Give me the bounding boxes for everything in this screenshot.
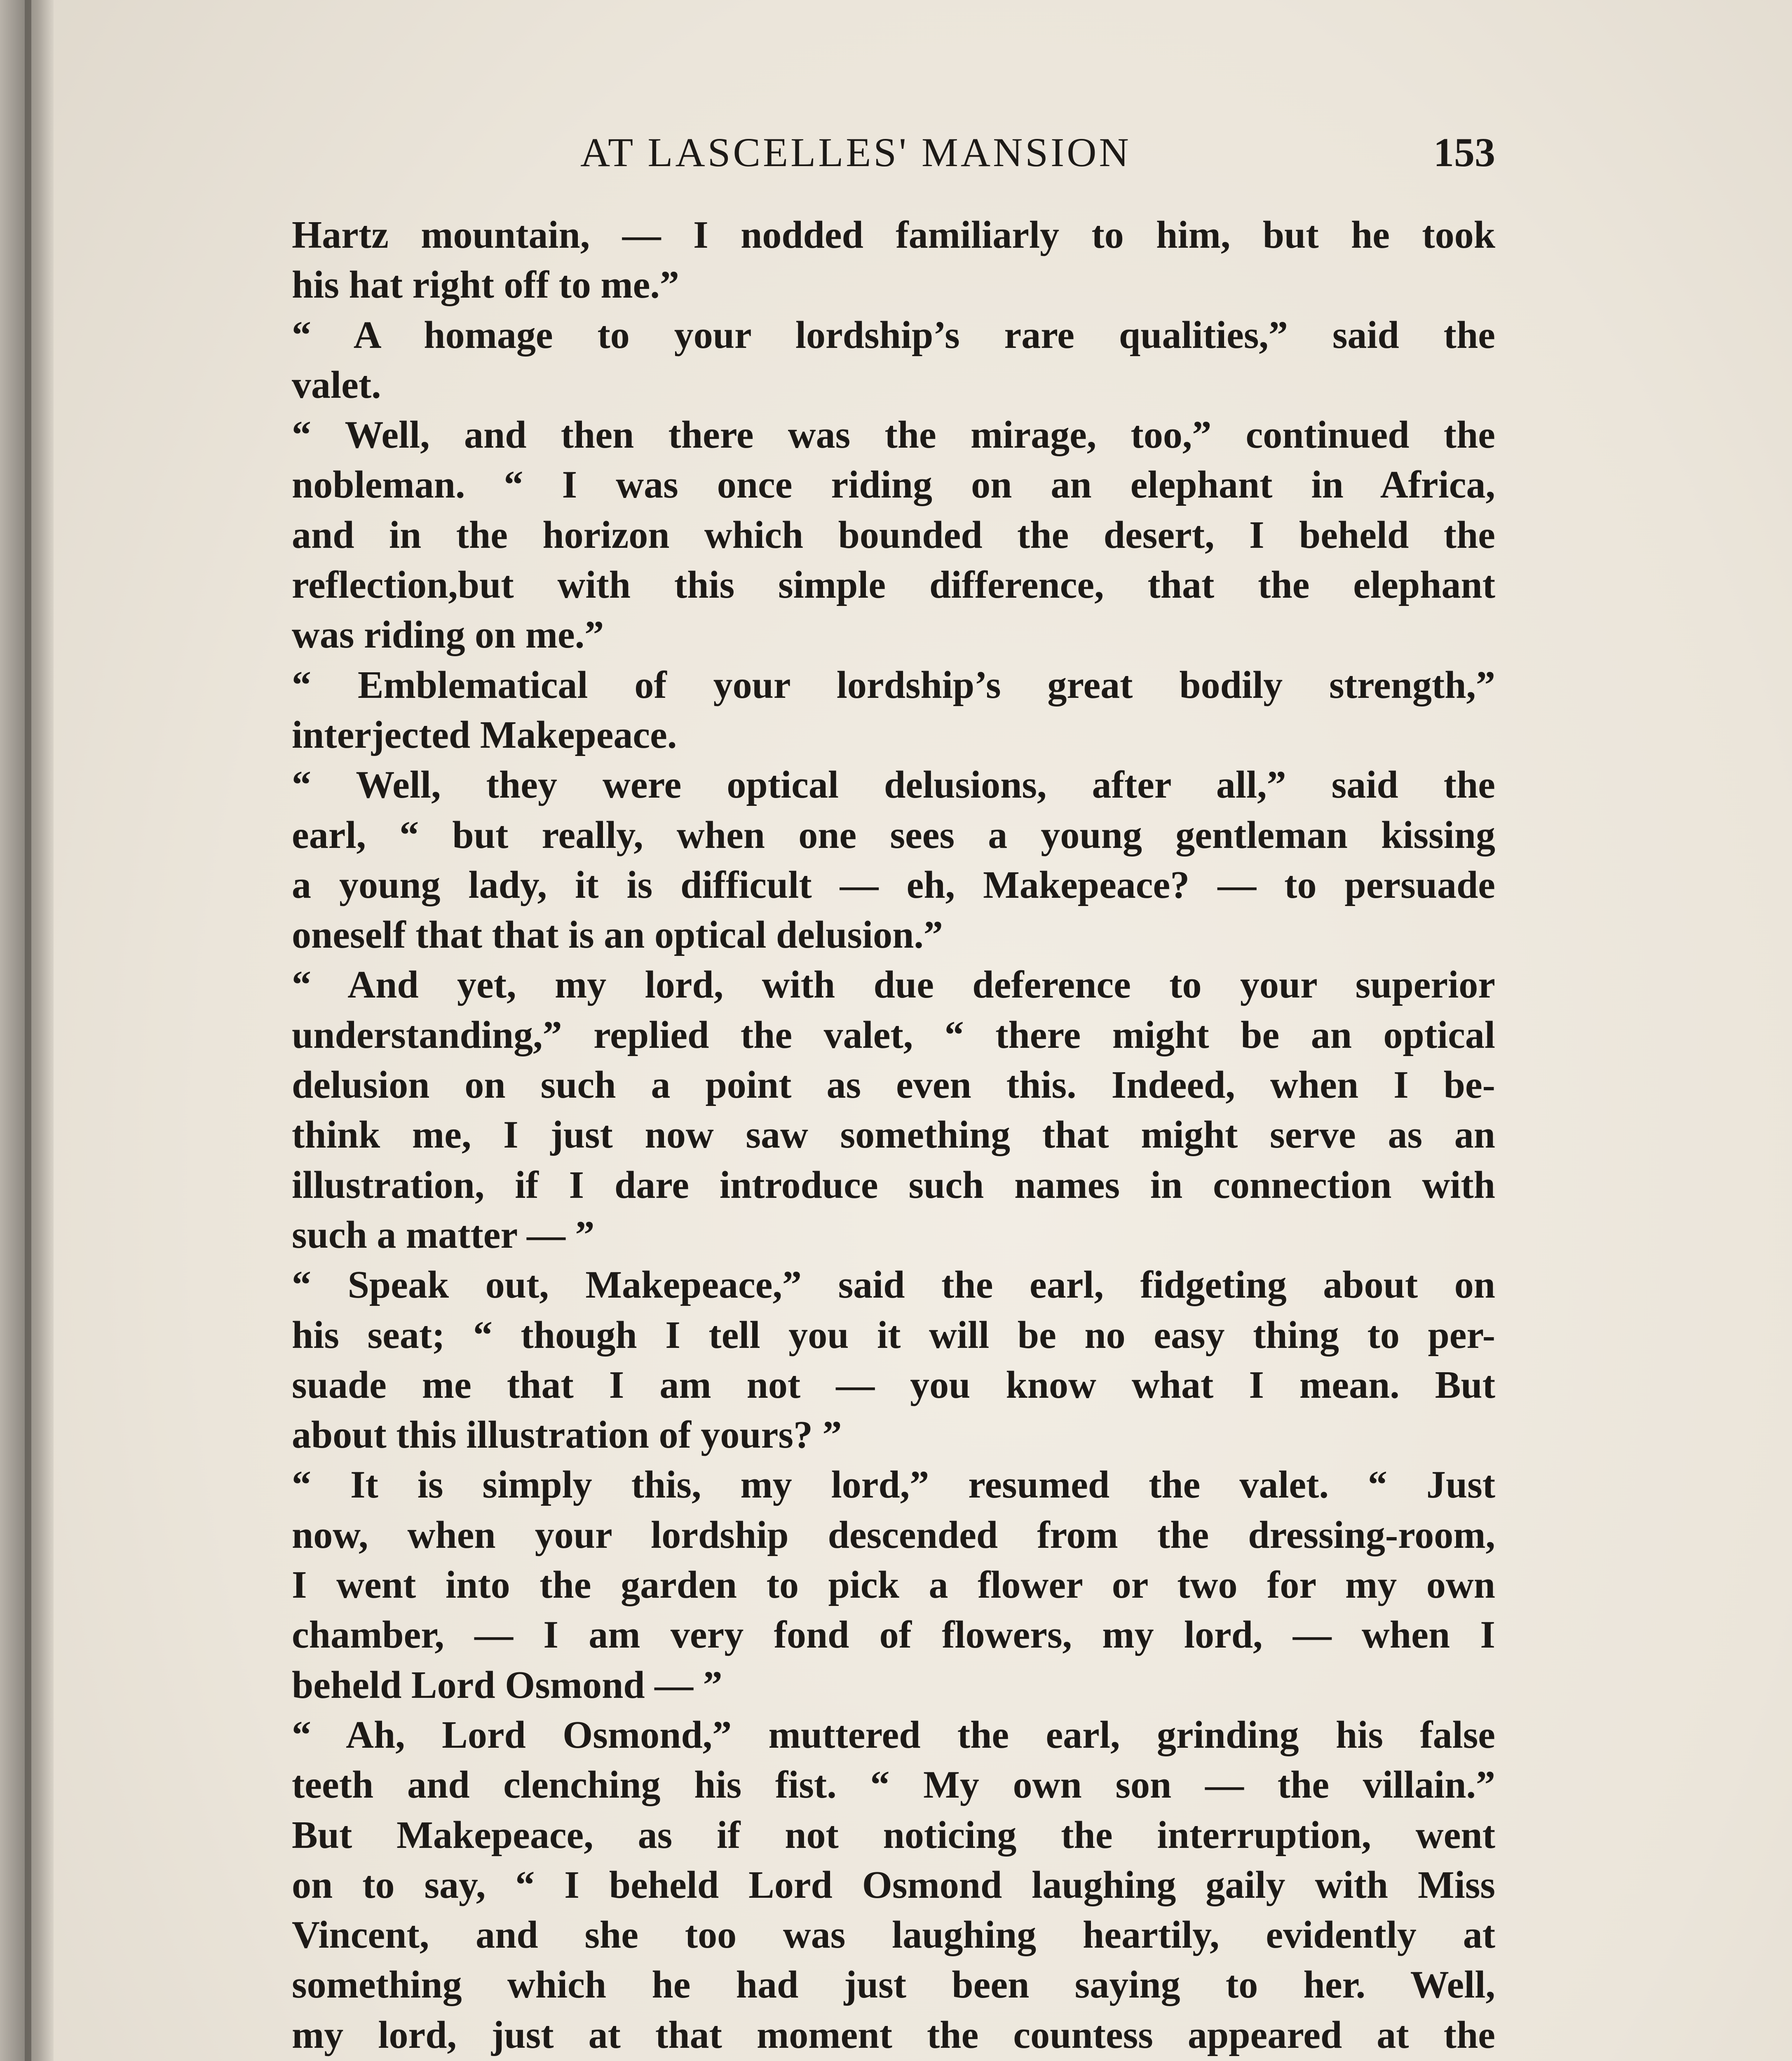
text-line: and in the horizon which bounded the desert, I beheld the — [292, 513, 1495, 556]
text-line: suade me that I am not — you know what I mean. But — [292, 1363, 1495, 1406]
text-line: about this illustration of yours? ” — [292, 1413, 842, 1457]
text-line: Vincent, and she too was laughing heartily, evidently at — [292, 1913, 1495, 1957]
text-line: earl, “ but really, when one sees a young gentleman kissing — [292, 813, 1495, 857]
body-text — [292, 210, 1495, 2061]
text-line: “ Well, they were optical delusions, after all,” said the — [292, 763, 1495, 807]
text-line: chamber, — I am very fond of flowers, my lord, — when I — [292, 1613, 1495, 1657]
text-line: “ Well, and then there was the mirage, too,” continued the — [292, 413, 1495, 457]
text-line: “ It is simply this, my lord,” resumed the valet. “ Just — [292, 1463, 1495, 1507]
text-line: But Makepeace, as if not noticing the interruption, went — [292, 1813, 1495, 1857]
text-line: teeth and clenching his fist. “ My own son — the villain.” — [292, 1763, 1495, 1807]
text-line: “ A homage to your lordship’s rare qualities,” said the — [292, 313, 1495, 357]
text-line: was riding on me.” — [292, 613, 604, 657]
text-line: nobleman. “ I was once riding on an elephant in Africa, — [292, 463, 1495, 507]
text-line: a young lady, it is difficult — eh, Makepeace? — to persuade — [292, 863, 1495, 906]
page-header — [292, 120, 1495, 185]
text-line: “ And yet, my lord, with due deference to your superior — [292, 963, 1495, 1007]
text-line: his hat right off to me.” — [292, 263, 679, 307]
text-line: understanding,” replied the valet, “ there might be an optical — [292, 1013, 1495, 1056]
text-line: valet. — [292, 363, 381, 406]
text-line: reflection,but with this simple difference, that the elephant — [292, 563, 1495, 607]
binding-shadow-line — [25, 0, 31, 2061]
text-line: Hartz mountain, — I nodded familiarly to him, but he took — [292, 214, 1495, 256]
running-head: AT LASCELLES' MANSION — [580, 129, 1131, 175]
text-line: oneself that that is an optical delusion.” — [292, 913, 943, 957]
page-number: 153 — [1433, 129, 1495, 175]
text-line: I went into the garden to pick a flower or two for my own — [292, 1563, 1495, 1607]
text-line: now, when your lordship descended from the dressing-room, — [292, 1513, 1495, 1556]
text-line: “ Emblematical of your lordship’s great bodily strength,” — [292, 663, 1495, 707]
text-line: “ Speak out, Makepeace,” said the earl, fidgeting about on — [292, 1263, 1495, 1307]
text-line: illustration, if I dare introduce such names in connection with — [292, 1163, 1495, 1207]
text-line: delusion on such a point as even this. Indeed, when I be- — [292, 1063, 1495, 1107]
text-line: “ Ah, Lord Osmond,” muttered the earl, grinding his false — [292, 1713, 1495, 1756]
text-line: beheld Lord Osmond — ” — [292, 1663, 722, 1707]
text-line: something which he had just been saying to her. Well, — [292, 1963, 1495, 2007]
text-line: on to say, “ I beheld Lord Osmond laughing gaily with Miss — [292, 1863, 1495, 1906]
text-line: interjected Makepeace. — [292, 713, 677, 756]
text-line: my lord, just at that moment the countess appeared at the — [292, 2013, 1495, 2056]
text-line: his seat; “ though I tell you it will be no easy thing to per- — [292, 1313, 1495, 1357]
text-line: think me, I just now saw something that might serve as an — [292, 1113, 1495, 1157]
text-line: such a matter — ” — [292, 1213, 595, 1256]
